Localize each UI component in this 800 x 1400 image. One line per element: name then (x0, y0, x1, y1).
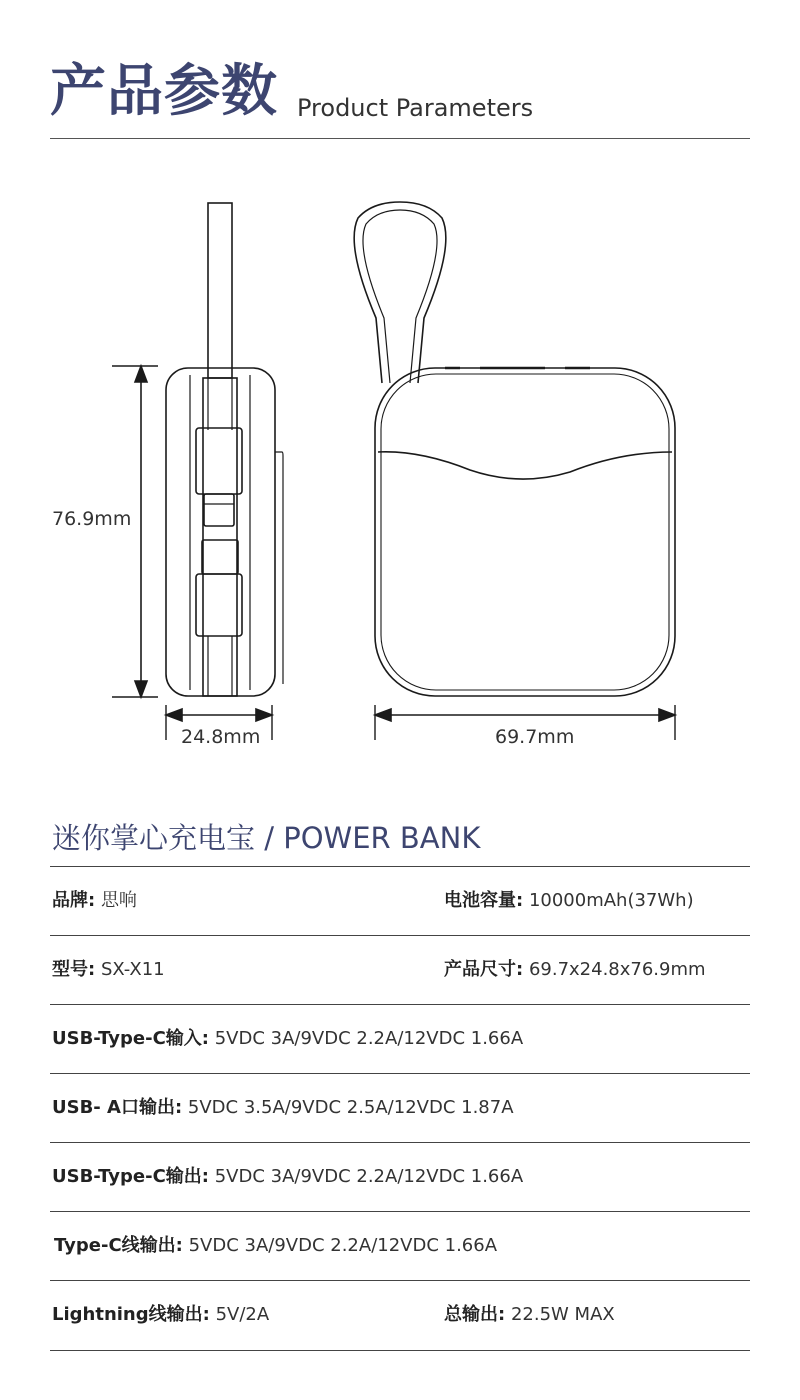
spec-total-output (444, 1281, 615, 1349)
spec-product-size (444, 936, 706, 1004)
product-dimension-diagram (0, 180, 800, 780)
spec-key: 品牌: (52, 890, 96, 911)
spec-value: 69.7x24.8x76.9mm (528, 959, 706, 980)
spec-typec-cable-output (54, 1212, 497, 1280)
spec-value: 5V/2A (215, 1304, 270, 1325)
thickness-dimension-label: 24.8mm (181, 726, 261, 748)
spec-row-lightning-total (52, 1281, 750, 1349)
spec-row-brand-capacity (52, 867, 750, 935)
spec-model (52, 936, 165, 1004)
spec-key: USB-Type-C输出: (52, 1166, 209, 1187)
front-view-curve (378, 452, 672, 479)
spec-value: 5VDC 3A/9VDC 2.2A/12VDC 1.66A (214, 1166, 524, 1187)
spec-key: USB- A口输出: (52, 1097, 183, 1118)
spec-row-usba-output (52, 1074, 750, 1142)
spec-key: 总输出: (444, 1304, 506, 1325)
spec-key: 型号: (52, 959, 96, 980)
page-title-cn: 产品参数 (50, 59, 278, 124)
spec-lightning-output (52, 1281, 269, 1349)
side-view-cable (208, 203, 232, 378)
front-view-body (375, 368, 675, 696)
spec-row-typec-output (52, 1143, 750, 1211)
spec-value: 思响 (100, 890, 137, 911)
section-title: 迷你掌心充电宝 / POWER BANK (52, 821, 481, 855)
dimension-drawing (0, 180, 800, 780)
spec-value: 5VDC 3A/9VDC 2.2A/12VDC 1.66A (214, 1028, 524, 1049)
spec-brand (52, 867, 137, 935)
spec-value: 22.5W MAX (510, 1304, 615, 1325)
spec-typec-output (52, 1143, 523, 1211)
spec-key: 电池容量: (444, 890, 524, 911)
height-dimension-label: 76.9mm (52, 508, 132, 530)
side-view-connector-lower (202, 540, 238, 574)
spec-key: Lightning线输出: (52, 1304, 210, 1325)
spec-usba-output (52, 1074, 514, 1142)
spec-value: 10000mAh(37Wh) (528, 890, 694, 911)
spec-key: 产品尺寸: (444, 959, 524, 980)
spec-value: 5VDC 3.5A/9VDC 2.5A/12VDC 1.87A (187, 1097, 514, 1118)
width-dimension-label: 69.7mm (495, 726, 575, 748)
spec-row-typec-cable-output (52, 1212, 750, 1280)
spec-divider (50, 1350, 750, 1351)
spec-row-model-size (52, 936, 750, 1004)
spec-key: Type-C线输出: (54, 1235, 183, 1256)
spec-battery-capacity (444, 867, 694, 935)
page-header (50, 56, 750, 139)
side-view-body (166, 368, 275, 696)
page-title-en: Product Parameters (297, 94, 534, 122)
spec-value: 5VDC 3A/9VDC 2.2A/12VDC 1.66A (188, 1235, 498, 1256)
spec-typec-input (52, 1005, 523, 1073)
spec-row-typec-input (52, 1005, 750, 1073)
front-view-lanyard (354, 202, 446, 383)
spec-value: SX-X11 (100, 959, 165, 980)
spec-key: USB-Type-C输入: (52, 1028, 209, 1049)
